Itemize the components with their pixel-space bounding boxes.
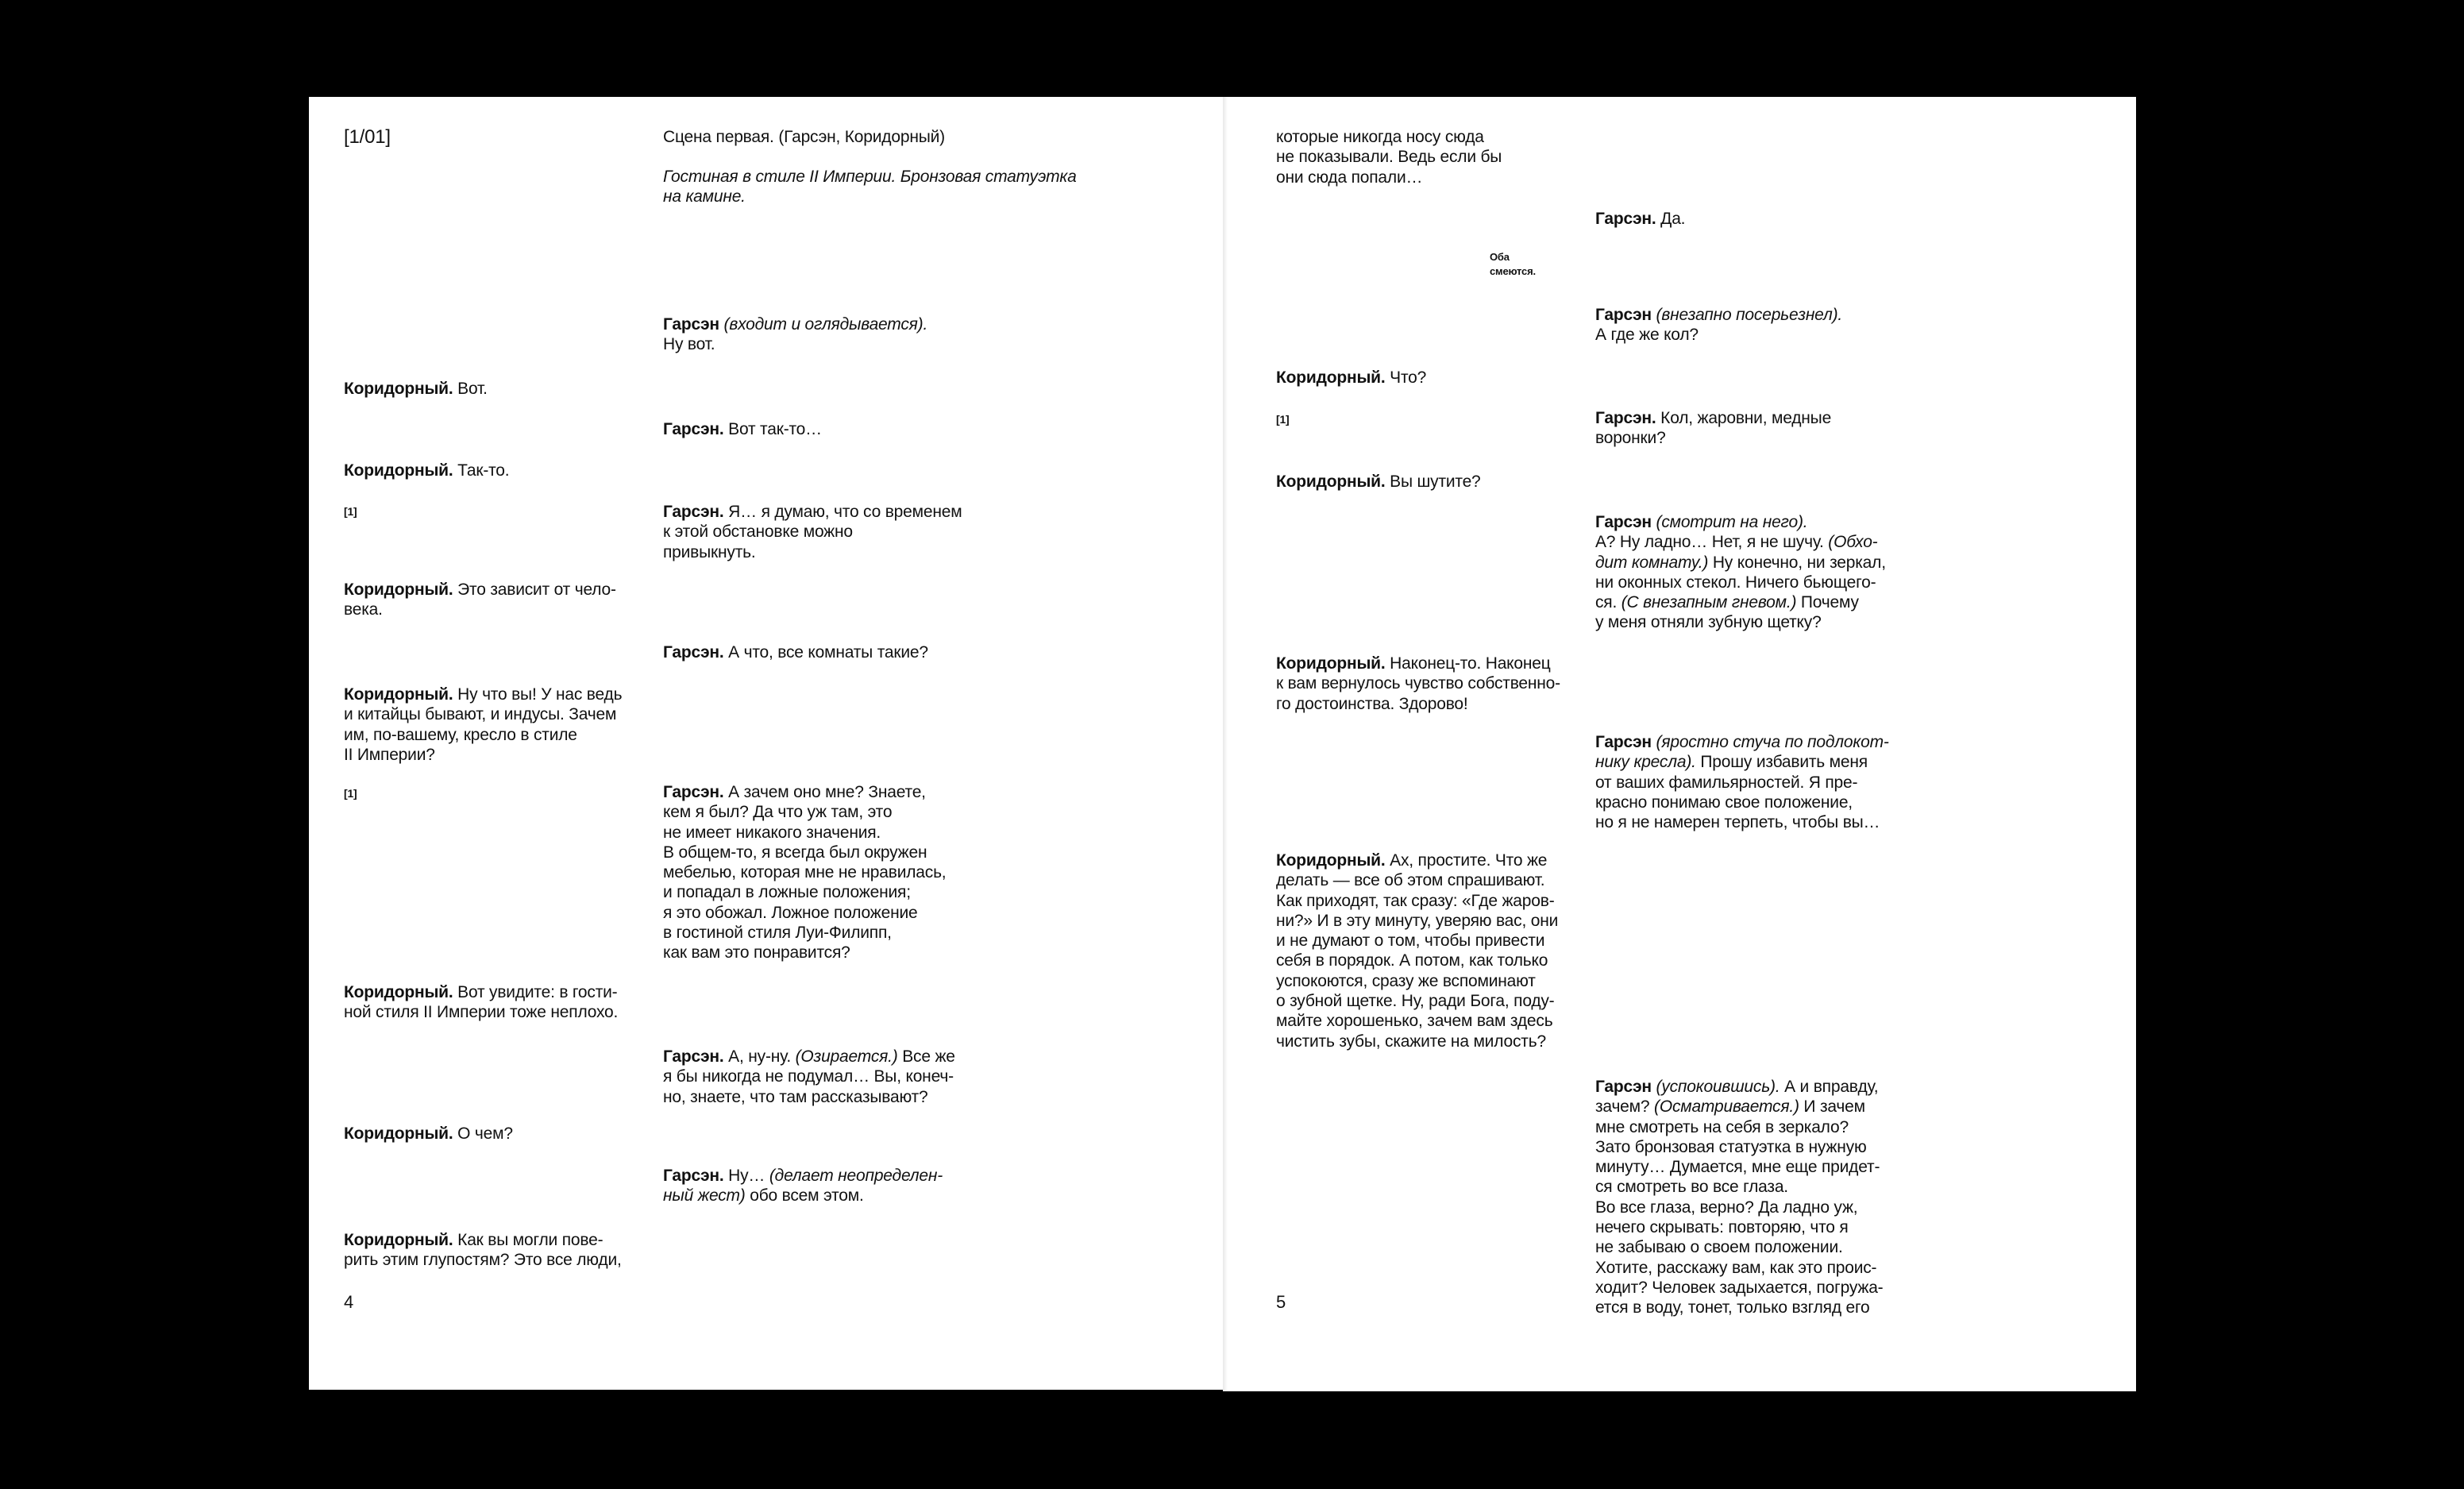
stage-remark: (успокоившись). <box>1656 1078 1780 1096</box>
text: А зачем оно мне? Знаете, кем я был? Да что уж там, это не имеет никакого значения. В общем-то, я всегда был окружен мебелью, которая мне не нравилась, и попадал в ложные положения; я это обожал. Ложное положение в гостиной стиля Луи-Филипп, как вам это понравится? <box>663 783 947 962</box>
stage-remark: (С внезапным гневом.) <box>1621 593 1797 612</box>
left-page <box>309 97 1223 1390</box>
text: обо всем этом. <box>745 1186 864 1205</box>
line-bellboy <box>1276 851 1558 1051</box>
speaker-name: Гарсэн. <box>1595 210 1656 228</box>
text: Ну… <box>723 1167 769 1185</box>
line-garcin <box>1595 209 1685 229</box>
text: О чем? <box>453 1124 513 1143</box>
line-bellboy-continued <box>1276 127 1502 187</box>
speaker-name: Гарсэн. <box>663 643 724 662</box>
speaker-name: Коридорный. <box>344 581 453 599</box>
line-garcin <box>663 1166 943 1206</box>
text: Ах, простите. Что же делать — все об этом спрашивают. Как приходят, так сразу: «Где жаров- ни?» И в эту минуту, уверяю вас, они и не думают о том, чтобы привести себя в порядок. А потом, как только успокоются, сразу же вспоминают о зубной щетке. Ну, ради Бога, поду- майте хорошенько, зачем вам здесь чистить зубы, скажите на милость? <box>1276 851 1559 1051</box>
line-garcin <box>663 419 822 439</box>
text: [1] <box>344 505 357 518</box>
speaker-name: Коридорный. <box>1276 654 1386 673</box>
text: Так-то. <box>453 461 510 480</box>
footnote-marker <box>344 784 357 804</box>
text: И зачем мне смотреть на себя в зеркало? Зато бронзовая статуэтка в нужную минуту… Думается, мне еще придет- ся смотреть во все глаза. Во все глаза, верно? Да ладно уж, нечего скрывать: повторяю, что я не забываю о своем положении. Хотите, расскажу вам, как это проис- ходит? Человек задыхается, погружа- ется в воду, тонет, только взгляд его <box>1595 1097 1884 1317</box>
stage-direction-both-laugh <box>1490 250 1536 279</box>
page-number: 4 <box>344 1292 354 1312</box>
speaker-name: Коридорный. <box>344 380 453 398</box>
speaker-name: Коридорный. <box>1276 473 1386 491</box>
speaker-name: Гарсэн. <box>663 503 724 521</box>
stage-remark: (Обхо- дит комнату.) <box>1595 533 1878 572</box>
speaker-name: Гарсэн. <box>663 1167 724 1185</box>
line-garcin <box>1595 305 1842 345</box>
stage-remark: (делает неопределен- ный жест) <box>663 1167 943 1205</box>
line-garcin <box>1595 512 1886 633</box>
stage-remark: (смотрит на него). <box>1656 513 1808 531</box>
stage-remark: (входит и оглядывается). <box>723 315 928 334</box>
text: Ну что вы! У нас ведь и китайцы бывают, и индусы. Зачем им, по-вашему, кресло в стиле II Империи? <box>344 685 623 764</box>
text: Прошу избавить меня от ваших фамильярностей. Я пре- красно понимаю свое положение, но я не намерен терпеть, чтобы вы… <box>1595 753 1880 832</box>
line-garcin <box>663 642 928 662</box>
text: Наконец-то. Наконец к вам вернулось чувство собственно- го достоинства. Здорово! <box>1276 654 1560 713</box>
line-bellboy <box>344 982 618 1023</box>
line-garcin <box>663 314 927 355</box>
line-garcin <box>1595 1077 1883 1318</box>
speaker-name: Гарсэн <box>1595 306 1656 324</box>
line-bellboy <box>344 379 488 399</box>
text: А, ну-ну. <box>723 1047 796 1066</box>
line-garcin <box>663 782 946 963</box>
text: Оба смеются. <box>1490 251 1536 277</box>
stage-remark: (Осматривается.) <box>1654 1097 1799 1117</box>
text: [1/01] <box>344 126 391 148</box>
text: Вот увидите: в гости- ной стиля II Империи тоже неплохо. <box>344 983 619 1022</box>
line-bellboy <box>344 685 622 765</box>
text: Ну вот. <box>663 335 715 354</box>
speaker-name: Гарсэн. <box>663 783 724 801</box>
line-bellboy <box>1276 472 1481 492</box>
text: Ну конечно, ни зеркал, ни оконных стекол. Ничего бьющего- ся. <box>1595 553 1886 612</box>
speaker-name: Гарсэн <box>663 315 724 334</box>
line-garcin <box>1595 732 1889 832</box>
scene-number <box>344 127 391 147</box>
line-bellboy <box>344 580 616 620</box>
text: Это зависит от чело- века. <box>344 581 616 619</box>
line-garcin <box>1595 408 1831 449</box>
text: Все же я бы никогда не подумал… Вы, конеч- но, знаете, что там рассказывают? <box>663 1047 955 1106</box>
speaker-name: Гарсэн <box>1595 1078 1656 1096</box>
speaker-name: Коридорный. <box>344 461 453 480</box>
line-bellboy <box>1276 654 1560 714</box>
speaker-name: Гарсэн. <box>663 1047 724 1066</box>
speaker-name: Коридорный. <box>344 685 453 704</box>
text: Вы шутите? <box>1385 473 1481 491</box>
text: Кол, жаровни, медные воронки? <box>1595 409 1832 448</box>
text: Как вы могли пове- рить этим глупостям? Это все люди, <box>344 1231 622 1270</box>
text: Да. <box>1656 210 1686 228</box>
line-bellboy <box>1276 368 1426 388</box>
line-bellboy <box>344 1124 513 1144</box>
text: А что, все комнаты такие? <box>723 643 928 662</box>
text: А и вправду, зачем? <box>1595 1078 1879 1117</box>
footnote-marker <box>344 502 357 522</box>
text: Что? <box>1385 368 1427 387</box>
text: Сцена первая. (Гарсэн, Коридорный) <box>663 128 945 146</box>
text: которые никогда носу сюда не показывали. Ведь если бы они сюда попали… <box>1276 128 1502 187</box>
text: Я… я думаю, что со временем к этой обстановке можно привыкнуть. <box>663 503 962 561</box>
line-garcin <box>663 502 962 562</box>
text: А? Ну ладно… Нет, я не шучу. <box>1595 533 1824 552</box>
speaker-name: Гарсэн. <box>663 420 724 438</box>
stage-remark: Гостиная в стиле II Империи. Бронзовая статуэтка на камине. <box>663 168 1077 206</box>
stage-direction <box>663 167 1077 207</box>
page-number: 5 <box>1276 1292 1286 1312</box>
stage-remark: (внезапно посерьезнел). <box>1656 306 1843 324</box>
line-bellboy <box>344 1230 622 1271</box>
footnote-marker <box>1276 410 1290 430</box>
speaker-name: Гарсэн. <box>1595 409 1656 427</box>
line-bellboy <box>344 461 509 480</box>
stage-remark: (Озирается.) <box>795 1047 898 1066</box>
text: [1] <box>1276 413 1290 426</box>
text: [1] <box>344 787 357 800</box>
right-page <box>1223 97 2136 1391</box>
speaker-name: Гарсэн <box>1595 733 1656 751</box>
line-garcin <box>663 1047 955 1107</box>
stage-remark: (яростно стуча по подлокот- нику кресла). <box>1595 733 1889 772</box>
speaker-name: Коридорный. <box>1276 851 1386 870</box>
text: Вот так-то… <box>723 420 822 438</box>
speaker-name: Коридорный. <box>344 1124 453 1143</box>
scene-title <box>663 127 945 147</box>
text: Почему у меня отняли зубную щетку? <box>1595 593 1859 632</box>
speaker-name: Коридорный. <box>344 1231 453 1249</box>
text: Вот. <box>453 380 488 398</box>
text: А где же кол? <box>1595 326 1699 345</box>
speaker-name: Коридорный. <box>1276 368 1386 387</box>
speaker-name: Коридорный. <box>344 983 453 1001</box>
speaker-name: Гарсэн <box>1595 513 1656 531</box>
